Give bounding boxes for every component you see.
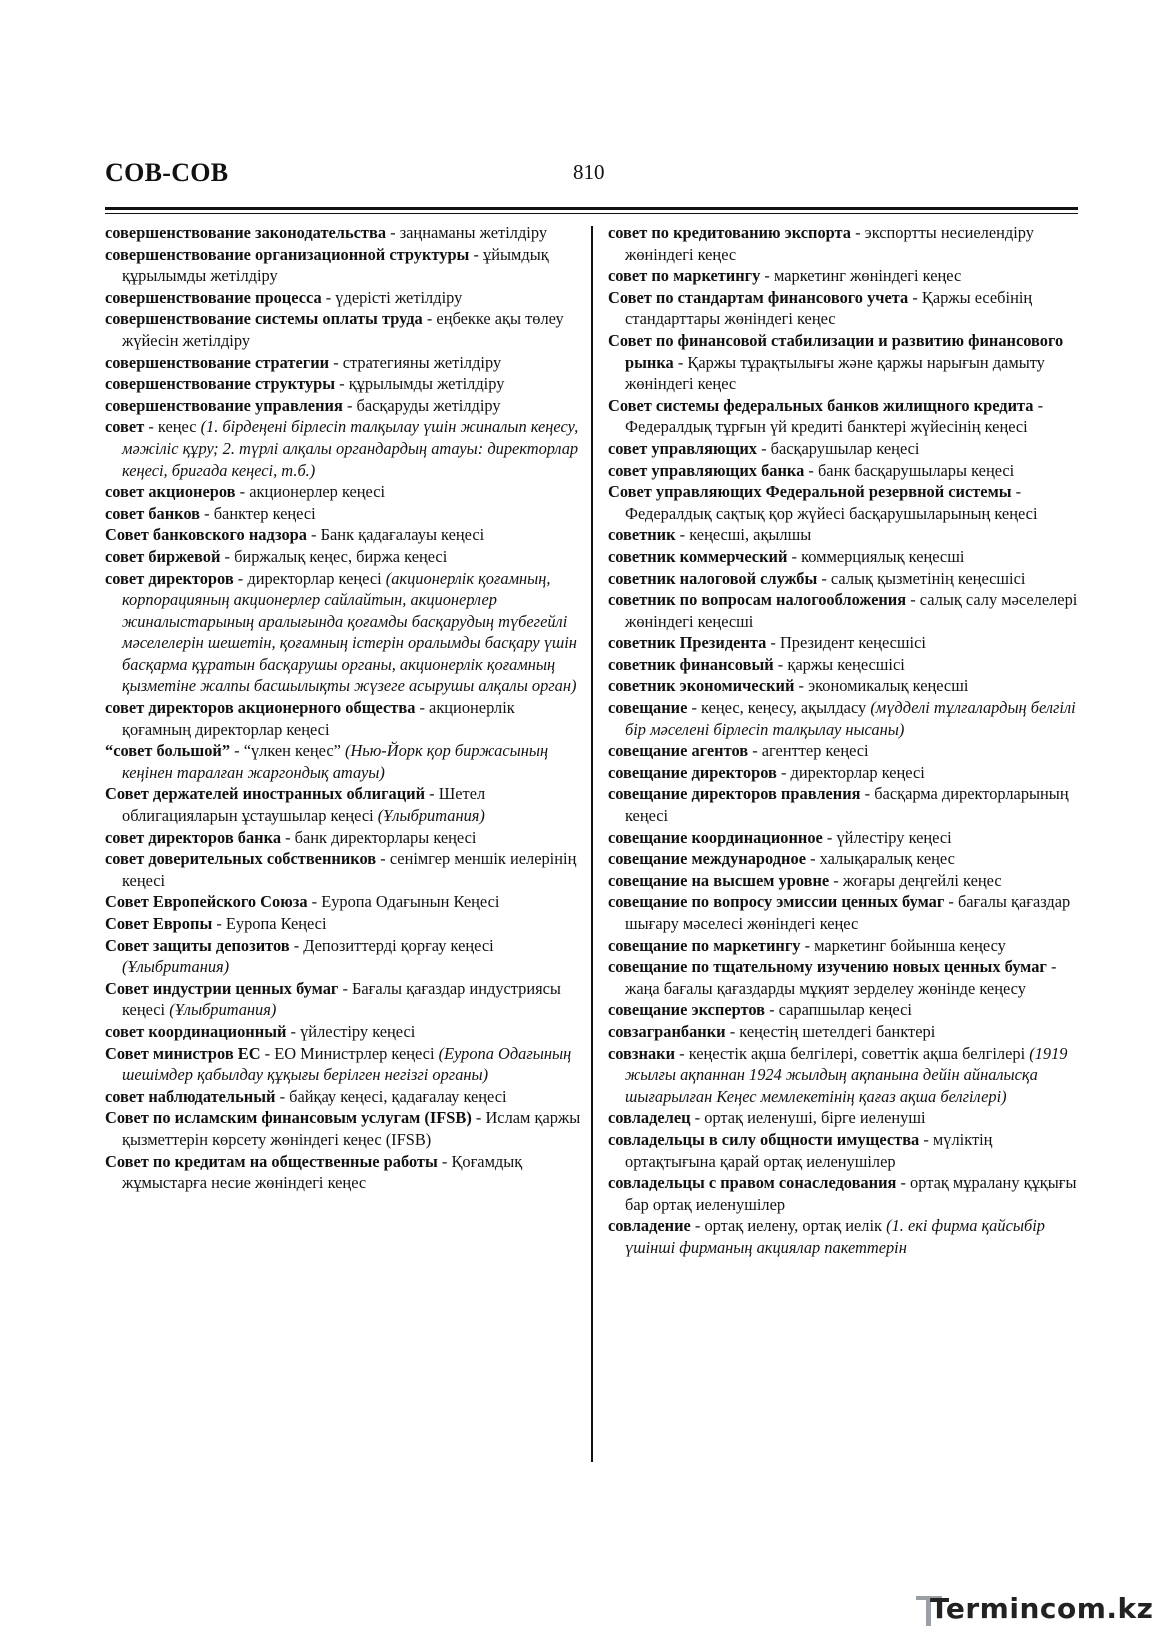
dictionary-entry: совещание директоров правления - басқарма директорларының кеңесі bbox=[608, 784, 1069, 826]
dictionary-entry: совладельцы с правом сонаследования - ортақ мұралану құқығы бар ортақ иеленушілер bbox=[608, 1173, 1077, 1214]
entry-term: совет наблюдательный bbox=[105, 1086, 276, 1106]
logo-text: Termincom.kz bbox=[930, 1592, 1154, 1625]
entry-translation: ортақ иеленуші, бірге иеленуші bbox=[704, 1108, 926, 1128]
entry-term: совзагранбанки bbox=[608, 1021, 726, 1041]
dictionary-entry: советник Президента - Президент кеңесшісі bbox=[608, 633, 926, 653]
entry-translation: кеңестің шетелдегі банктері bbox=[739, 1021, 936, 1041]
dictionary-entry: Совет по финансовой стабилизации и развитию финансового рынка - Қаржы тұрақтылығы және қаржы нарығын дамыту жөніндегі кеңес bbox=[608, 330, 1064, 394]
dictionary-entry: Совет по исламским финансовым услугам (IFSB) - Ислам қаржы қызметтерін көрсету жөніндегі кеңес (IFSB) bbox=[105, 1108, 581, 1149]
dictionary-entry: советник по вопросам налогообложения - салық салу мәселелері жөніндегі кеңесші bbox=[608, 590, 1078, 631]
dictionary-entry: совершенствование законодательства - заңнаманы жетілдіру bbox=[105, 223, 548, 242]
entry-note: (мүдделі тұлғалардың белгілі бір мәселені бірлесіп талқылау нысаны) bbox=[625, 698, 1076, 739]
entry-term: совет управляющих банка bbox=[608, 460, 805, 480]
dictionary-entry: советник финансовый - қаржы кеңесшісі bbox=[608, 654, 905, 674]
entry-translation: Федералдық сақтық қор жүйесі басқарушыларының кеңесі bbox=[625, 503, 1038, 523]
dictionary-entry: Совет министров ЕС - ЕО Министрлер кеңесі (Еуропа Одағының шешімдер қабылдау құқығы берілген негізгі органы) bbox=[105, 1043, 572, 1085]
dictionary-entry: совет директоров - директорлар кеңесі (акционерлік қоғамның, корпорацияның акционерлер сайлайтын, акционерлер жиналыстарының аралығында қоғамды басқарудың түбегейлі мәселелерін шешетін, қоғамның істерін оралымды басқару үшін басқарма құратын басқарушы органы, акционерлік қоғамның қызметіне жалпы басшылықты жүзеге асырушы алқалы орган) bbox=[105, 568, 577, 696]
entry-term: Совет системы федеральных банков жилищного кредита bbox=[608, 395, 1034, 415]
dictionary-entry: совещание координационное - үйлестіру кеңесі bbox=[608, 827, 952, 847]
entry-term: Совет управляющих Федеральной резервной системы bbox=[608, 482, 1012, 502]
entry-term: совещание международное bbox=[608, 849, 806, 869]
entry-term: совещание на высшем уровне bbox=[608, 870, 830, 890]
header-rule-thin bbox=[105, 213, 1078, 214]
entry-translation: директорлар кеңесі bbox=[247, 568, 382, 588]
dictionary-entry: совещание по маркетингу - маркетинг бойынша кеңесу bbox=[608, 935, 1006, 955]
entry-translation: салық қызметінің кеңесшісі bbox=[830, 568, 1026, 588]
entry-translation: Шетел облигацияларын ұстаушылар кеңесі bbox=[122, 784, 486, 826]
entry-translation: сенімгер меншік иелерінің кеңесі bbox=[122, 849, 577, 890]
dictionary-entry: совет директоров банка - банк директорлары кеңесі bbox=[105, 827, 477, 847]
entry-note: (Ұлыбритания) bbox=[169, 1000, 277, 1020]
entry-translation: жаңа бағалы қағаздарды мұқият зерделеу жөнінде кеңесу bbox=[625, 978, 1026, 998]
entry-translation: банктер кеңесі bbox=[213, 503, 316, 523]
entry-term: совет bbox=[105, 417, 145, 437]
entry-translation: экспортты несиелендіру жөніндегі кеңес bbox=[625, 223, 1034, 264]
entry-term: совладельцы с правом сонаследования bbox=[608, 1173, 897, 1193]
entry-translation: банк басқарушылары кеңесі bbox=[817, 460, 1015, 480]
entry-translation: ЕО Министрлер кеңесі bbox=[274, 1043, 435, 1063]
dictionary-entry: совершенствование системы оплаты труда - еңбекке ақы төлеу жүйесін жетілдіру bbox=[105, 309, 564, 350]
entry-translation: үдерісті жетілдіру bbox=[335, 287, 463, 307]
dictionary-entry: совещание экспертов - сарапшылар кеңесі bbox=[608, 1000, 912, 1020]
entry-term: совладелец bbox=[608, 1108, 691, 1128]
dictionary-entry: Совет по кредитам на общественные работы - Қоғамдық жұмыстарға несие жөніндегі кеңес bbox=[105, 1151, 523, 1193]
dictionary-entry: Совет защиты депозитов - Депозиттерді қорғау кеңесі (Ұлыбритания) bbox=[105, 935, 494, 977]
entry-term: Совет защиты депозитов bbox=[105, 935, 290, 955]
entry-term: Совет банковского надзора bbox=[105, 525, 307, 545]
entry-translation: акционерлер кеңесі bbox=[249, 482, 386, 502]
entry-term: совет координационный bbox=[105, 1021, 287, 1041]
dictionary-entry: совладение - ортақ иелену, ортақ иелік (1. екі фирма қайсыбір үшінші фирманың акциялар пакеттерін bbox=[608, 1216, 1045, 1257]
entry-translation: ұйымдық құрылымды жетілдіру bbox=[122, 244, 549, 286]
entry-term: совет биржевой bbox=[105, 546, 221, 566]
entry-translation: стратегияны жетілдіру bbox=[342, 352, 502, 372]
entry-translation: сарапшылар кеңесі bbox=[778, 1000, 912, 1020]
dictionary-entry: совзнаки - кеңестік ақша белгілері, советтік ақша белгілері (1919 жылғы ақпаннан 1924 жылдың ақпанына дейін айналысқа шығарылған Кеңес мемлекетінің қағаз ақша белгілері) bbox=[608, 1043, 1068, 1106]
entry-translation: бағалы қағаздар шығару мәселесі жөніндегі кеңес bbox=[625, 892, 1071, 933]
entry-term: совещание директоров bbox=[608, 762, 777, 782]
entry-translation: халықаралық кеңес bbox=[819, 849, 955, 869]
entry-translation: Президент кеңесшісі bbox=[779, 633, 926, 653]
entry-translation: басқарма директорларының кеңесі bbox=[625, 784, 1069, 826]
entry-translation: директорлар кеңесі bbox=[790, 762, 925, 782]
entry-term: совет директоров банка bbox=[105, 827, 282, 847]
entry-translation: Ислам қаржы қызметтерін көрсету жөніндегі кеңес (IFSB) bbox=[122, 1108, 581, 1149]
dictionary-entry: совладелец - ортақ иеленуші, бірге иеленуші bbox=[608, 1108, 926, 1128]
page-header bbox=[105, 158, 1077, 210]
entry-term: советник Президента bbox=[608, 633, 767, 653]
entry-translation: маркетинг бойынша кеңесу bbox=[814, 935, 1006, 955]
page-number: 810 bbox=[573, 160, 605, 184]
entry-term: совзнаки bbox=[608, 1043, 676, 1063]
dictionary-entry: совещание на высшем уровне - жоғары деңгейлі кеңес bbox=[608, 870, 1002, 890]
dictionary-entry: совершенствование процесса - үдерісті жетілдіру bbox=[105, 287, 463, 307]
entry-term: совершенствование организационной структуры bbox=[105, 244, 470, 264]
entry-translation: заңнаманы жетілдіру bbox=[399, 223, 548, 242]
dictionary-entry: совершенствование организационной структуры - ұйымдық құрылымды жетілдіру bbox=[105, 244, 549, 286]
entry-translation: кеңес, кеңесу, ақылдасу bbox=[701, 698, 867, 718]
dictionary-entry: совет управляющих банка - банк басқарушылары кеңесі bbox=[608, 460, 1015, 480]
column-divider bbox=[591, 226, 593, 1462]
dictionary-entry: советник налоговой службы - салық қызметінің кеңесшісі bbox=[608, 568, 1026, 588]
entry-note: (1. бірдеңені бірлесіп талқылау үшін жиналып кеңесу, мәжіліс құру; 2. түрлі алқалы органдардың атауы: директорлар кеңесі, бригада кеңесі, т.б.) bbox=[122, 417, 579, 480]
entry-term: совладение bbox=[608, 1216, 691, 1236]
entry-translation: жоғары деңгейлі кеңес bbox=[842, 870, 1002, 890]
entry-translation: Бағалы қағаздар индустриясы кеңесі bbox=[122, 978, 561, 1020]
left-column bbox=[105, 222, 583, 1194]
dictionary-entry: Совет индустрии ценных бумаг - Бағалы қағаздар индустриясы кеңесі (Ұлыбритания) bbox=[105, 978, 561, 1020]
dictionary-entry: совершенствование стратегии - стратегияны жетілдіру bbox=[105, 352, 502, 372]
dictionary-entry: советник коммерческий - коммерциялық кеңесші bbox=[608, 546, 965, 566]
dictionary-entry: совет наблюдательный - байқау кеңесі, қадағалау кеңесі bbox=[105, 1086, 507, 1106]
dictionary-entry: совещание - кеңес, кеңесу, ақылдасу (мүдделі тұлғалардың белгілі бір мәселені бірлесіп талқылау нысаны) bbox=[608, 698, 1076, 739]
dictionary-entry: Совет управляющих Федеральной резервной системы - Федералдық сақтық қор жүйесі басқарушыларының кеңесі bbox=[608, 482, 1038, 523]
entry-term: советник финансовый bbox=[608, 654, 774, 674]
entry-term: совершенствование процесса bbox=[105, 287, 322, 307]
entry-translation: акционерлік қоғамның директорлар кеңесі bbox=[122, 698, 515, 739]
entry-note: (акционерлік қоғамның, корпорацияның акционерлер сайлайтын, акционерлер жиналыстарының аралығында қоғамды басқарудың түбегейлі мәселелерін шешетін, қоғамның істерін оралымды басқару үшін басқарма құратын басқарушы органы, акционерлік қоғамның қызметіне жалпы басшылықты жүзеге асырушы алқалы орган) bbox=[122, 568, 577, 696]
entry-term: “совет большой” bbox=[105, 741, 231, 761]
dictionary-entry: Совет держателей иностранных облигаций - Шетел облигацияларын ұстаушылар кеңесі (Ұлыбритания) bbox=[105, 784, 486, 826]
entry-term: совещание координационное bbox=[608, 827, 823, 847]
entry-translation: Еуропа Одағынын Кеңесі bbox=[321, 892, 500, 912]
entry-translation: кеңестік ақша белгілері, советтік ақша белгілері bbox=[688, 1043, 1026, 1063]
entry-translation: маркетинг жөніндегі кеңес bbox=[773, 266, 962, 286]
dictionary-entry: совет банков - банктер кеңесі bbox=[105, 503, 316, 523]
entry-term: совет доверительных собственников bbox=[105, 849, 377, 869]
dictionary-entry: Совет Европейского Союза - Еуропа Одағынын Кеңесі bbox=[105, 892, 500, 912]
entry-note: (Нью-Йорк қор биржасының кеңінен таралған жаргондық атауы) bbox=[122, 741, 549, 782]
entry-translation: мүліктің ортақтығына қарай ортақ иеленушілер bbox=[625, 1129, 993, 1171]
entry-translation: Федералдық тұрғын үй кредиті банктері жүйесінің кеңесі bbox=[625, 417, 1028, 437]
entry-term: совещание по вопросу эмиссии ценных бумаг bbox=[608, 892, 945, 912]
entry-term: Совет Европейского Союза bbox=[105, 892, 308, 912]
dictionary-entry: совет - кеңес (1. бірдеңені бірлесіп талқылау үшін жиналып кеңесу, мәжіліс құру; 2. түрлі алқалы органдардың атауы: директорлар кеңесі, бригада кеңесі, т.б.) bbox=[105, 417, 579, 480]
entry-translation: басқарушылар кеңесі bbox=[770, 438, 920, 458]
entry-term: Совет по исламским финансовым услугам (IFSB) bbox=[105, 1108, 472, 1128]
entry-translation: биржалық кеңес, биржа кеңесі bbox=[234, 546, 448, 566]
dictionary-entry: совет по кредитованию экспорта - экспортты несиелендіру жөніндегі кеңес bbox=[608, 223, 1034, 264]
entry-term: совещание по тщательному изучению новых ценных бумаг bbox=[608, 957, 1047, 977]
dictionary-entry: “совет большой” - “үлкен кеңес” (Нью-Йорк қор биржасының кеңінен таралған жаргондық атауы) bbox=[105, 741, 549, 782]
entry-term: советник налоговой службы bbox=[608, 568, 818, 588]
entry-term: Совет держателей иностранных облигаций bbox=[105, 784, 426, 804]
entry-term: совет банков bbox=[105, 503, 201, 523]
entry-term: совет по маркетингу bbox=[608, 266, 761, 286]
dictionary-entry: совет координационный - үйлестіру кеңесі bbox=[105, 1021, 416, 1041]
entry-translation: кеңес bbox=[157, 417, 197, 437]
running-head-title: СОВ-СОВ bbox=[105, 158, 229, 187]
entry-translation: үйлестіру кеңесі bbox=[836, 827, 952, 847]
entry-translation: басқаруды жетілдіру bbox=[356, 395, 501, 415]
dictionary-entry: совет управляющих - басқарушылар кеңесі bbox=[608, 438, 920, 458]
entry-term: советник по вопросам налогообложения bbox=[608, 590, 907, 610]
entry-translation: салық салу мәселелері жөніндегі кеңесші bbox=[625, 590, 1078, 631]
entry-translation: ортақ мұралану құқығы бар ортақ иеленушілер bbox=[625, 1173, 1077, 1214]
entry-note: (Ұлыбритания) bbox=[122, 957, 230, 977]
entry-translation: банк директорлары кеңесі bbox=[294, 827, 477, 847]
entry-term: совершенствование стратегии bbox=[105, 352, 330, 372]
dictionary-entry: совзагранбанки - кеңестің шетелдегі банктері bbox=[608, 1021, 936, 1041]
entry-translation: кеңесші, ақылшы bbox=[689, 525, 812, 545]
entry-translation: үйлестіру кеңесі bbox=[300, 1021, 416, 1041]
entry-translation: Банк қадағалауы кеңесі bbox=[320, 525, 485, 545]
entry-translation: ортақ иелену, ортақ иелік bbox=[704, 1216, 882, 1236]
entry-term: совет директоров акционерного общества bbox=[105, 698, 416, 718]
entry-term: совещание bbox=[608, 698, 688, 718]
entry-translation: Депозиттерді қорғау кеңесі bbox=[303, 935, 494, 955]
entry-term: Совет министров ЕС bbox=[105, 1043, 261, 1063]
dictionary-entry: Совет системы федеральных банков жилищного кредита - Федералдық тұрғын үй кредиті банктері жүйесінің кеңесі bbox=[608, 395, 1044, 437]
entry-term: советник bbox=[608, 525, 676, 545]
entry-note: (1. екі фирма қайсыбір үшінші фирманың акциялар пакеттерін bbox=[625, 1216, 1045, 1257]
entry-translation: “үлкен кеңес” bbox=[243, 741, 341, 761]
dictionary-entry: совещание международное - халықаралық кеңес bbox=[608, 849, 955, 869]
entry-note: (Еуропа Одағының шешімдер қабылдау құқығы берілген негізгі органы) bbox=[122, 1043, 572, 1085]
dictionary-entry: совет директоров акционерного общества - акционерлік қоғамның директорлар кеңесі bbox=[105, 698, 515, 739]
right-column bbox=[608, 222, 1078, 1259]
entry-translation: Қаржы есебінің стандарттары жөніндегі кеңес bbox=[625, 287, 1033, 329]
dictionary-entry: Совет банковского надзора - Банк қадағалауы кеңесі bbox=[105, 525, 485, 545]
entry-note: (Ұлыбритания) bbox=[377, 806, 485, 826]
dictionary-entry: Совет Европы - Еуропа Кеңесі bbox=[105, 914, 327, 933]
entry-term: Совет по стандартам финансового учета bbox=[608, 287, 909, 307]
dictionary-entry: совет по маркетингу - маркетинг жөніндегі кеңес bbox=[608, 266, 962, 286]
dictionary-entry: совершенствование структуры - құрылымды жетілдіру bbox=[105, 374, 505, 394]
entry-term: советник экономический bbox=[608, 676, 795, 696]
entry-term: совет акционеров bbox=[105, 482, 236, 502]
entry-term: совещание агентов bbox=[608, 741, 749, 761]
entry-translation: экономикалық кеңесші bbox=[808, 676, 969, 696]
entry-term: советник коммерческий bbox=[608, 546, 788, 566]
dictionary-entry: совет доверительных собственников - сенімгер меншік иелерінің кеңесі bbox=[105, 849, 577, 890]
entry-term: совершенствование структуры bbox=[105, 374, 336, 394]
entry-term: Совет по финансовой стабилизации и развитию финансового рынка bbox=[608, 330, 1064, 372]
entry-translation: құрылымды жетілдіру bbox=[348, 374, 505, 394]
entry-term: совещание экспертов bbox=[608, 1000, 765, 1020]
dictionary-entry: совещание агентов - агенттер кеңесі bbox=[608, 741, 869, 761]
entry-translation: еңбекке ақы төлеу жүйесін жетілдіру bbox=[122, 309, 564, 350]
entry-term: совершенствование управления bbox=[105, 395, 343, 415]
entry-term: совещание по маркетингу bbox=[608, 935, 801, 955]
dictionary-entry: совещание директоров - директорлар кеңесі bbox=[608, 762, 925, 782]
dictionary-entry: советник экономический - экономикалық кеңесші bbox=[608, 676, 969, 696]
dictionary-entry: совершенствование управления - басқаруды жетілдіру bbox=[105, 395, 501, 415]
entry-translation: байқау кеңесі, қадағалау кеңесі bbox=[289, 1086, 507, 1106]
dictionary-entry: совладельцы в силу общности имущества - мүліктің ортақтығына қарай ортақ иеленушілер bbox=[608, 1129, 993, 1171]
dictionary-entry: совещание по тщательному изучению новых ценных бумаг - жаңа бағалы қағаздарды мұқият зерделеу жөнінде кеңесу bbox=[608, 957, 1057, 998]
entry-term: Совет Европы bbox=[105, 914, 213, 933]
header-rule-thick bbox=[105, 207, 1078, 210]
entry-translation: агенттер кеңесі bbox=[761, 741, 869, 761]
dictionary-entry: советник - кеңесші, ақылшы bbox=[608, 525, 812, 545]
dictionary-entry: Совет по стандартам финансового учета - Қаржы есебінің стандарттары жөніндегі кеңес bbox=[608, 287, 1033, 329]
entry-term: совершенствование системы оплаты труда bbox=[105, 309, 423, 329]
entry-term: Совет по кредитам на общественные работы bbox=[105, 1151, 438, 1171]
dictionary-entry: совет акционеров - акционерлер кеңесі bbox=[105, 482, 386, 502]
termincom-logo bbox=[916, 1590, 1154, 1634]
entry-translation: Қаржы тұрақтылығы және қаржы нарығын дамыту жөніндегі кеңес bbox=[625, 352, 1045, 394]
entry-term: совладельцы в силу общности имущества bbox=[608, 1129, 920, 1149]
entry-term: совещание директоров правления bbox=[608, 784, 861, 804]
entry-term: совет по кредитованию экспорта bbox=[608, 223, 851, 242]
entry-translation: Қоғамдық жұмыстарға несие жөніндегі кеңес bbox=[122, 1151, 523, 1193]
entry-term: совет директоров bbox=[105, 568, 234, 588]
entry-term: Совет индустрии ценных бумаг bbox=[105, 978, 339, 998]
entry-term: совет управляющих bbox=[608, 438, 757, 458]
entry-note: (1919 жылғы ақпаннан 1924 жылдың ақпанына дейін айналысқа шығарылған Кеңес мемлекетінің қағаз ақша белгілері) bbox=[625, 1043, 1068, 1106]
dictionary-entry: совещание по вопросу эмиссии ценных бумаг - бағалы қағаздар шығару мәселесі жөніндегі кеңес bbox=[608, 892, 1071, 933]
entry-translation: коммерциялық кеңесші bbox=[801, 546, 965, 566]
dictionary-entry: совет биржевой - биржалық кеңес, биржа кеңесі bbox=[105, 546, 448, 566]
entry-term: совершенствование законодательства bbox=[105, 223, 387, 242]
entry-translation: Еуропа Кеңесі bbox=[225, 914, 327, 933]
entry-translation: қаржы кеңесшісі bbox=[787, 654, 905, 674]
